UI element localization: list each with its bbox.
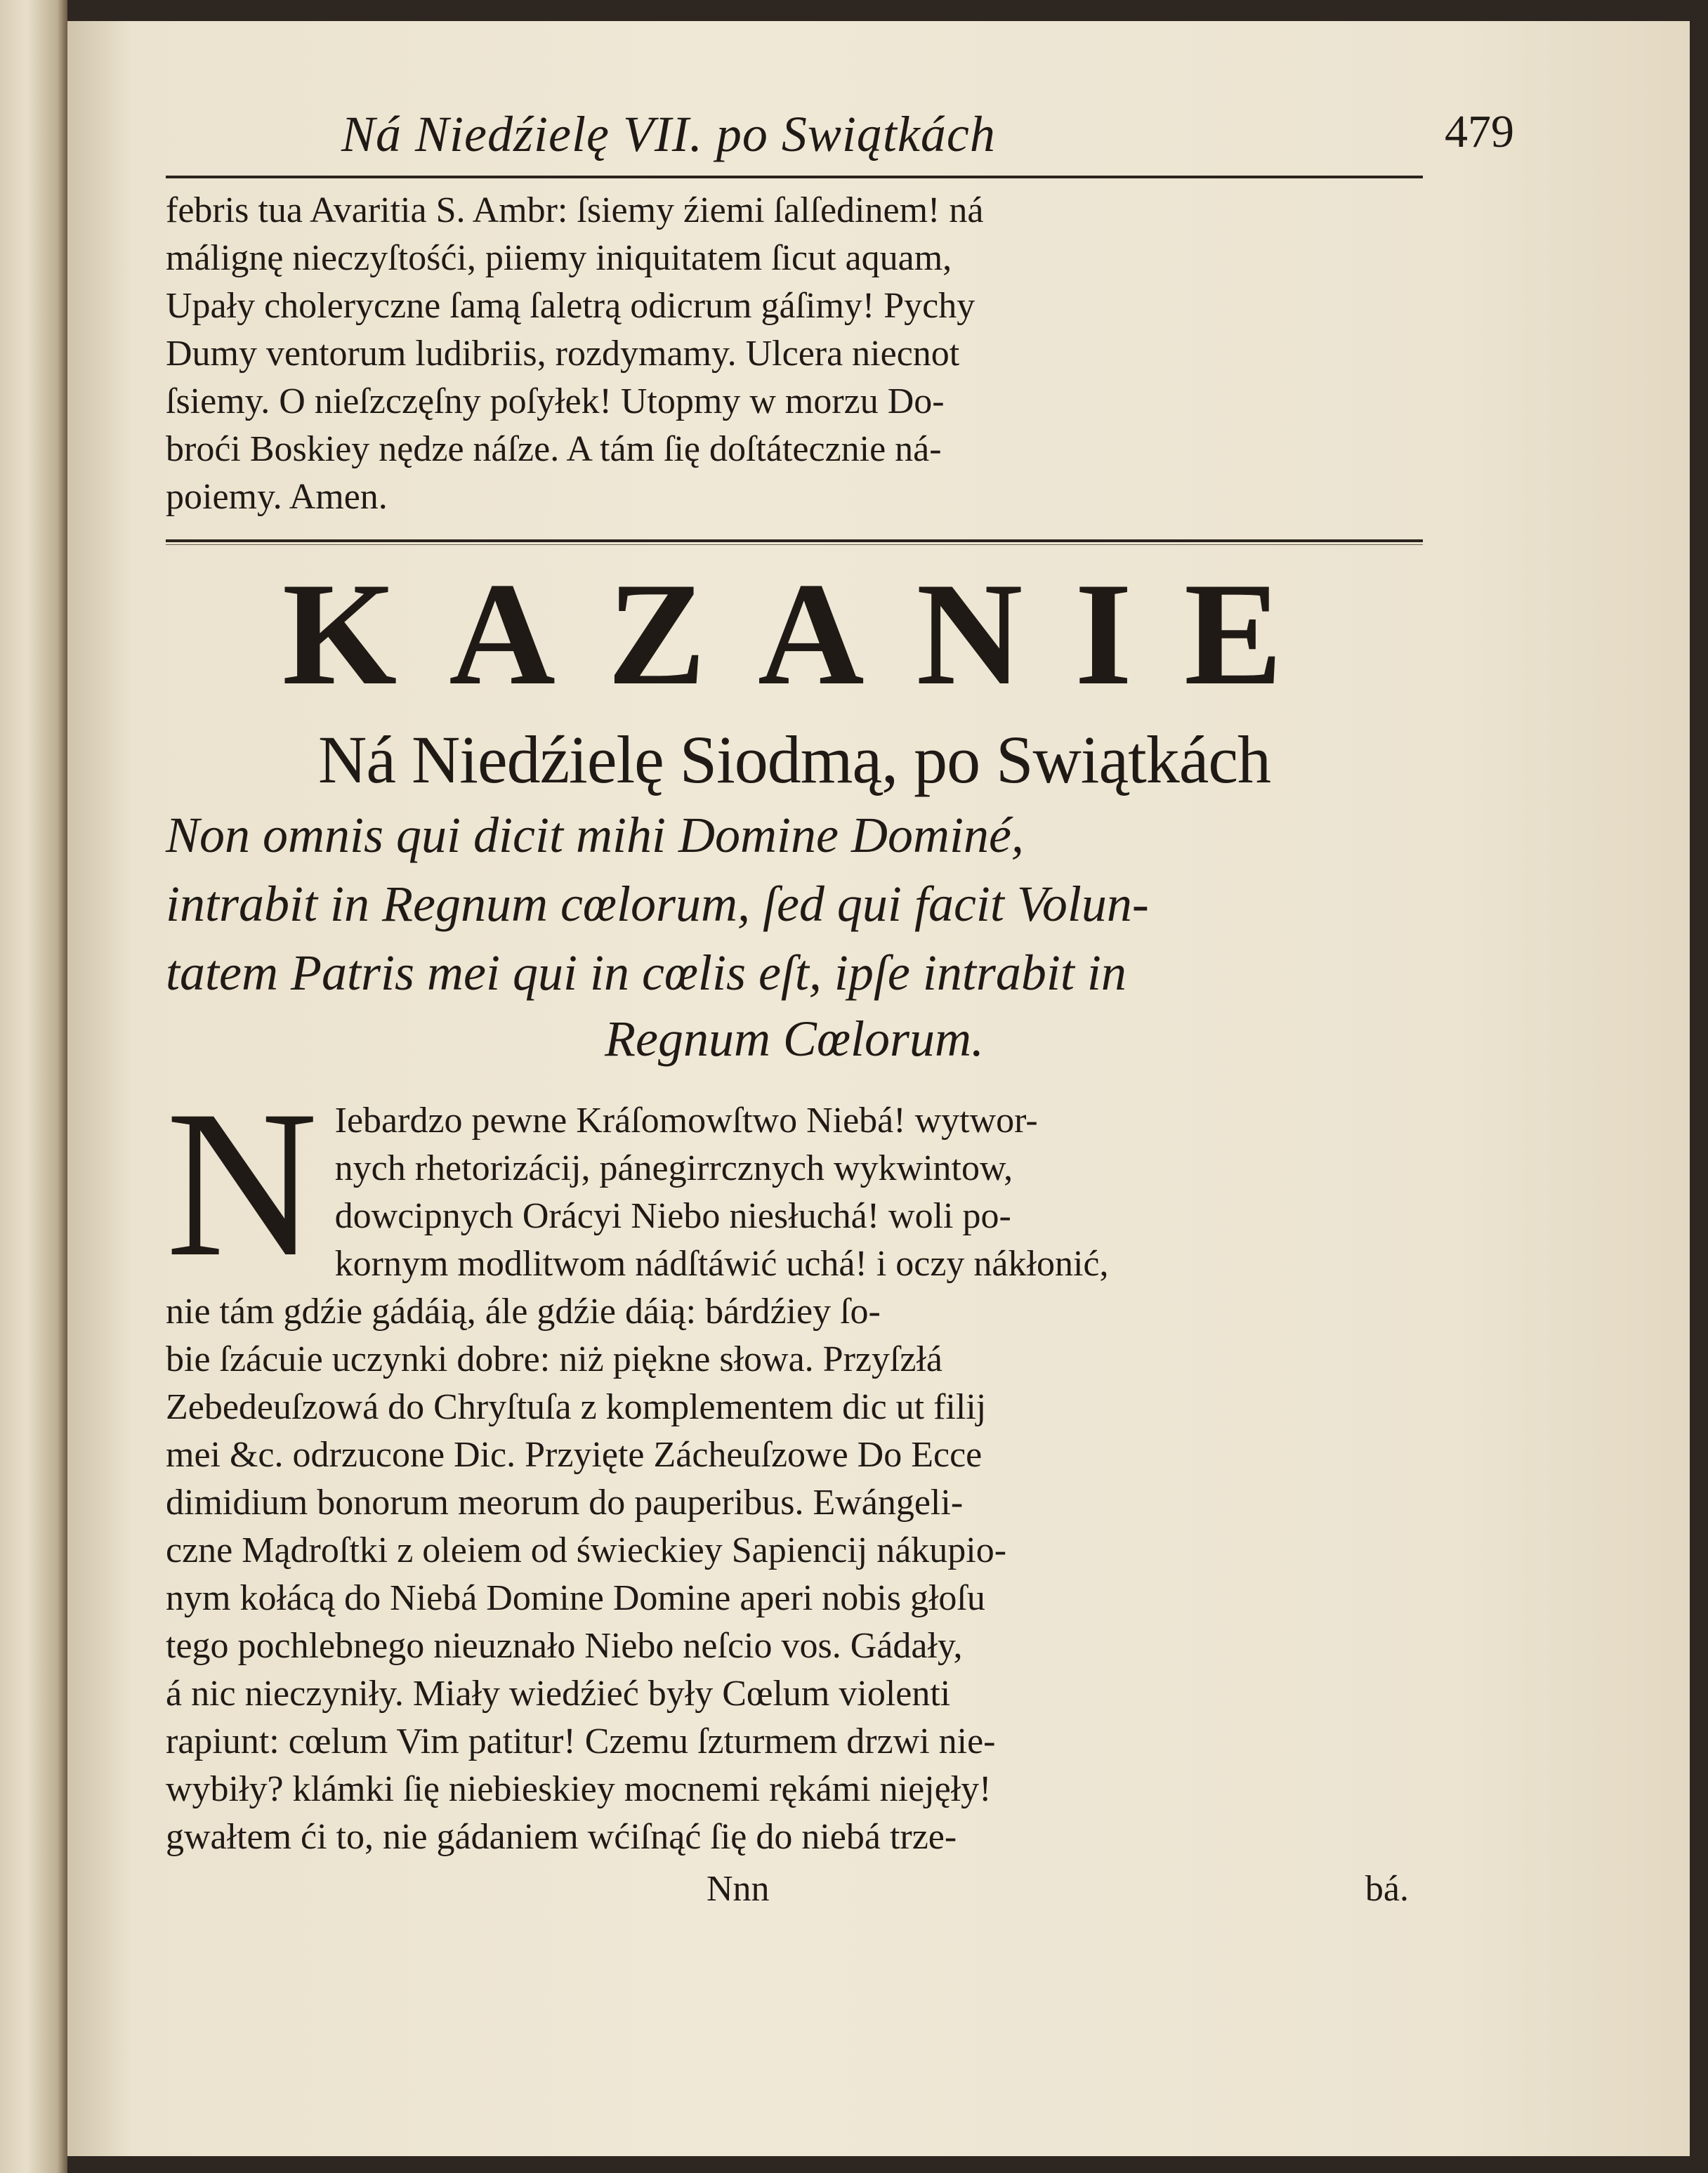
text-line: kornym modlitwom nádſtáwić uchá! i oczy nákłonić, bbox=[334, 1244, 1109, 1284]
text-line: broći Boskiey nędze náſze. A tám ſię doſtátecznie ná- bbox=[166, 429, 942, 469]
page-number: 479 bbox=[1445, 106, 1514, 157]
text-line: mei &c. odrzucone Dic. Przyięte Zácheuſzowe Do Ecce bbox=[166, 1435, 983, 1475]
text-line: tego pochlebnego nieuznało Niebo neſcio vos. Gádały, bbox=[166, 1626, 963, 1666]
page-content bbox=[166, 98, 1514, 1924]
running-head: Ná Niedźielę VII. po Swiątkách bbox=[341, 106, 996, 162]
text-line: wybiły? klámki ſię niebieskiey mocnemi rękámi niejęły! bbox=[166, 1769, 992, 1809]
text-line: dimidium bonorum meorum do pauperibus. Ewángeli- bbox=[166, 1483, 964, 1523]
sermon-title: KAZANIE bbox=[282, 553, 1335, 716]
text-line: dowcipnych Orácyi Niebo niesłuchá! woli po- bbox=[334, 1196, 1011, 1236]
section-rule bbox=[166, 539, 1423, 545]
text-line: Dumy ventorum ludibriis, rozdymamy. Ulcera niecnot bbox=[166, 334, 960, 374]
motto-line: intrabit in Regnum cœlorum, ſed qui facit Volun- bbox=[166, 876, 1149, 932]
signature-mark: Nnn bbox=[707, 1869, 770, 1909]
text-line: málignę nieczyſtośći, piiemy iniquitatem ſicut aquam, bbox=[166, 238, 952, 278]
text-line: czne Mądroſtki z oleiem od świeckiey Sapiencij nákupio- bbox=[166, 1530, 1007, 1570]
motto-line: Non omnis qui dicit mihi Domine Dominé, bbox=[166, 807, 1024, 863]
motto-line: tatem Patris mei qui in cœlis eſt, ipſe intrabit in bbox=[166, 945, 1126, 1001]
text-line: poiemy. Amen. bbox=[166, 477, 388, 517]
text-line: ſsiemy. O nieſzczęſny poſyłek! Utopmy w morzu Do- bbox=[166, 381, 945, 421]
closing-paragraph bbox=[166, 187, 1423, 521]
text-line: febris tua Avaritia S. Ambr: ſsiemy źiemi ſalſedinem! ná bbox=[166, 190, 984, 230]
catchword: bá. bbox=[1365, 1869, 1409, 1909]
text-line: Iebardzo pewne Kráſomowſtwo Niebá! wytwor- bbox=[334, 1101, 1038, 1141]
page-header bbox=[166, 98, 1514, 178]
sermon-body bbox=[166, 1067, 1423, 1861]
text-line: bie ſzácuie uczynki dobre: niż piękne słowa. Przyſzłá bbox=[166, 1339, 943, 1379]
motto-line: Regnum Cœlorum. bbox=[605, 1011, 984, 1067]
text-line: Zebedeuſzowá do Chryſtuſa z komplementem dic ut filij bbox=[166, 1387, 987, 1427]
text-line: nie tám gdźie gádáią, ále gdźie dáią: bárdźiey ſo- bbox=[166, 1292, 881, 1332]
text-line: nym kołácą do Niebá Domine Domine aperi nobis głoſu bbox=[166, 1578, 985, 1618]
text-line: gwałtem ći to, nie gádaniem wćiſnąć ſię do niebá trze- bbox=[166, 1817, 957, 1857]
text-line: nych rhetorizácij, pánegirrcznych wykwintow, bbox=[334, 1148, 1013, 1188]
latin-motto bbox=[166, 802, 1423, 1072]
page-footer bbox=[166, 1868, 1423, 1924]
text-line: á nic nieczyniły. Miały wiedźieć były Cœlum violenti bbox=[166, 1674, 951, 1714]
drop-cap: N bbox=[166, 1067, 318, 1300]
sermon-subtitle: Ná Niedźielę Siodmą, po Swiątkách bbox=[318, 722, 1270, 797]
text-line: Upały choleryczne ſamą ſaletrą odicrum gáſimy! Pychy bbox=[166, 286, 975, 326]
page bbox=[67, 21, 1690, 2156]
previous-page-edge bbox=[0, 0, 67, 2173]
text-line: rapiunt: cœlum Vim patitur! Czemu ſzturmem drzwi nie- bbox=[166, 1721, 996, 1761]
